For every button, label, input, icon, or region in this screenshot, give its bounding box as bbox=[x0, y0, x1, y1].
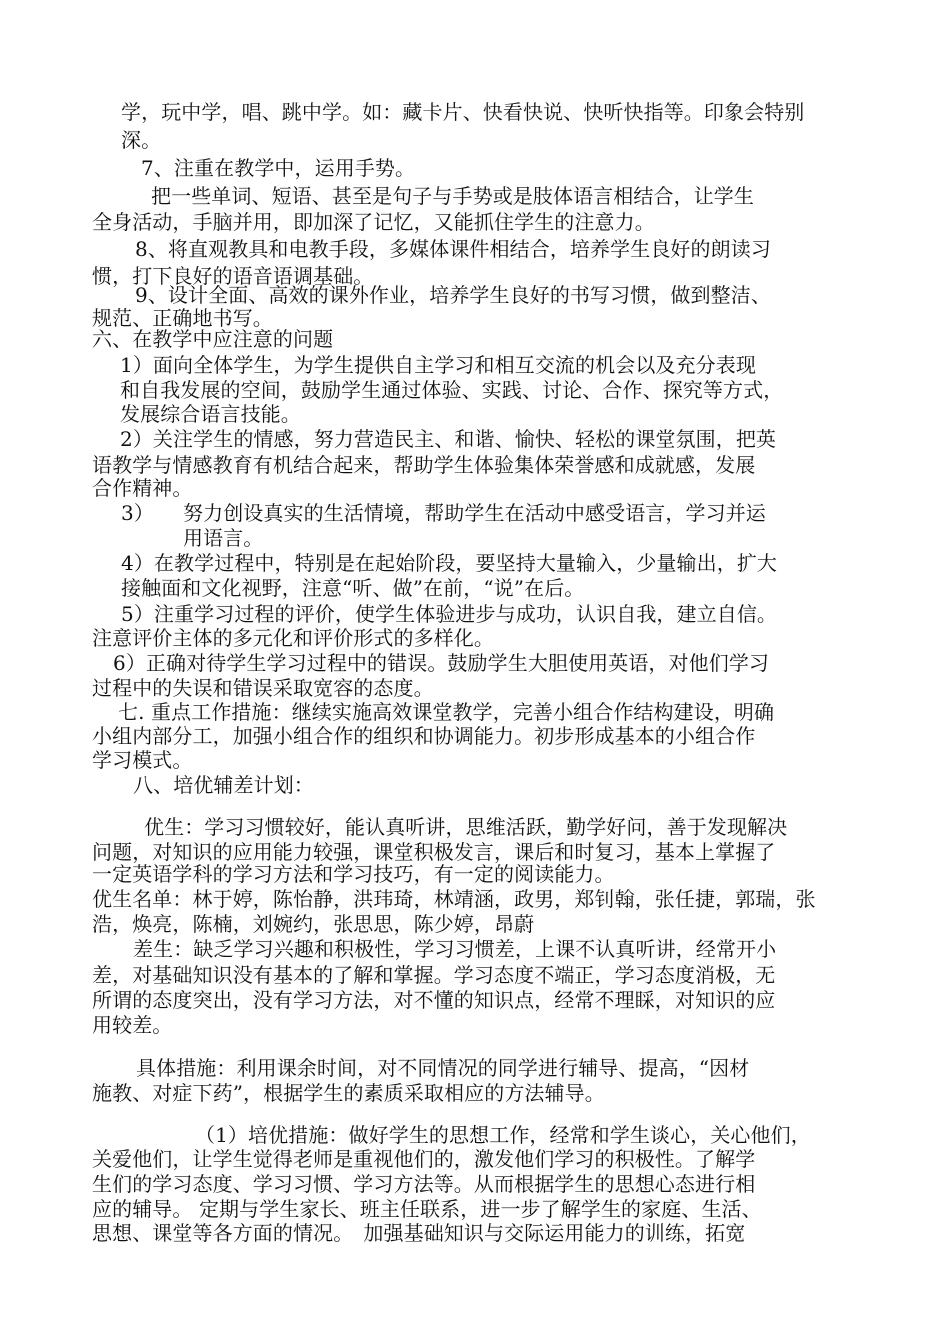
text-line: 7、注重在教学中，运用手势。 bbox=[141, 156, 416, 180]
text-line: 语教学与情感教育有机结合起来，帮助学生体验集体荣誉感和成就感，发展 bbox=[92, 453, 756, 477]
text-line: 具体措施：利用课余时间，对不同情况的同学进行辅导、提高，“因材 bbox=[136, 1056, 750, 1080]
list-number: 3） bbox=[121, 501, 154, 525]
text-line: 浩，焕亮，陈楠，刘婉约，张思思，陈少婷，昂蔚 bbox=[92, 912, 535, 936]
text-line: 七. 重点工作措施：继续实施高效课堂教学，完善小组合作结构建设，明确 bbox=[118, 700, 775, 724]
text-line: 小组内部分工，加强小组合作的组织和协调能力。初步形成基本的小组合作 bbox=[92, 724, 756, 748]
text-line: 生们的学习态度、学习习惯、学习方法等。从而根据学生的思想心态进行相 bbox=[92, 1172, 756, 1196]
text-line: 1）面向全体学生，为学生提供自主学习和相互交流的机会以及充分表现 bbox=[120, 353, 756, 377]
section-heading: 八、培优辅差计划： bbox=[133, 773, 314, 797]
text-line: 学，玩中学，唱、跳中学。如：藏卡片、快看快说、快听快指等。印象会特别 bbox=[121, 100, 805, 124]
text-line: 所谓的态度突出，没有学习方法，对不懂的知识点，经常不理睬，对知识的应 bbox=[92, 988, 776, 1012]
text-line: 4）在教学过程中，特别是在起始阶段，要坚持大量输入，少量输出，扩大 bbox=[121, 551, 778, 575]
text-line: 优生：学习习惯较好，能认真听讲，思维活跃，勤学好问，善于发现解决 bbox=[144, 815, 788, 839]
text-line: 深。 bbox=[121, 128, 162, 152]
text-line: 用语言。 bbox=[183, 526, 264, 550]
text-line: 和自我发展的空间，鼓励学生通过体验、实践、讨论、合作、探究等方式， bbox=[120, 378, 784, 402]
text-line: 用较差。 bbox=[92, 1013, 173, 1037]
text-line: 接触面和文化视野，注意“听、做”在前，“说”在后。 bbox=[121, 576, 585, 600]
text-line: 5）注重学习过程的评价，使学生体验进步与成功，认识自我，建立自信。 bbox=[121, 602, 778, 626]
text-line: 优生名单：林于婷，陈怡静，洪玮琦，林靖涵，政男，郑钊翰，张任捷，郭瑞，张 bbox=[92, 887, 816, 911]
text-line: 惯，打下良好的语音语调基础。 bbox=[92, 264, 374, 288]
text-line: 问题，对知识的应用能力较强，课堂积极发言，课后和时复习，基本上掌握了 bbox=[92, 840, 776, 864]
text-line: 差，对基础知识没有基本的了解和掌握。学习态度不端正，学习态度消极，无 bbox=[92, 963, 776, 987]
text-line: 思想、课堂等各方面的情况。 加强基础知识与交际运用能力的训练，拓宽 bbox=[92, 1221, 746, 1245]
text-line: 9、设计全面、高效的课外作业，培养学生良好的书写习惯，做到整洁、 bbox=[135, 283, 771, 307]
text-line: 发展综合语言技能。 bbox=[120, 402, 301, 426]
text-line: 2）关注学生的情感，努力营造民主、和谐、愉快、轻松的课堂氛围，把英 bbox=[120, 427, 777, 451]
text-line: 差生：缺乏学习兴趣和积极性，学习习惯差，上课不认真听讲，经常开小 bbox=[133, 937, 777, 961]
text-line: 学习模式。 bbox=[92, 748, 193, 772]
text-line: （1）培优措施：做好学生的思想工作，经常和学生谈心，关心他们， bbox=[195, 1123, 811, 1147]
text-line: 6）正确对待学生学习过程中的错误。鼓励学生大胆使用英语，对他们学习 bbox=[113, 651, 770, 675]
text-line: 应的辅导。 定期与学生家长、班主任联系，进一步了解学生的家庭、生活、 bbox=[92, 1197, 762, 1221]
text-line: 8、将直观教具和电教手段，多媒体课件相结合，培养学生良好的朗读习 bbox=[135, 237, 771, 261]
text-line: 合作精神。 bbox=[92, 476, 193, 500]
text-line: 把一些单词、短语、甚至是句子与手势或是肢体语言相结合，让学生 bbox=[151, 184, 754, 208]
text-line: 全身活动，手脑并用，即加深了记忆，又能抓住学生的注意力。 bbox=[92, 210, 655, 234]
text-line: 注意评价主体的多元化和评价形式的多样化。 bbox=[92, 626, 494, 650]
text-line: 关爱他们，让学生觉得老师是重视他们的，激发他们学习的积极性。了解学 bbox=[92, 1147, 756, 1171]
text-line: 过程中的失误和错误采取宽容的态度。 bbox=[92, 676, 434, 700]
section-heading: 六、在教学中应注意的问题 bbox=[92, 327, 334, 351]
text-line: 一定英语学科的学习方法和学习技巧，有一定的阅读能力。 bbox=[92, 862, 615, 886]
text-line: 规范、正确地书写。 bbox=[92, 306, 273, 330]
text-line: 努力创设真实的生活情境，帮助学生在活动中感受语言，学习并运 bbox=[183, 501, 766, 525]
text-line: 施教、对症下药”，根据学生的素质采取相应的方法辅导。 bbox=[92, 1081, 605, 1105]
